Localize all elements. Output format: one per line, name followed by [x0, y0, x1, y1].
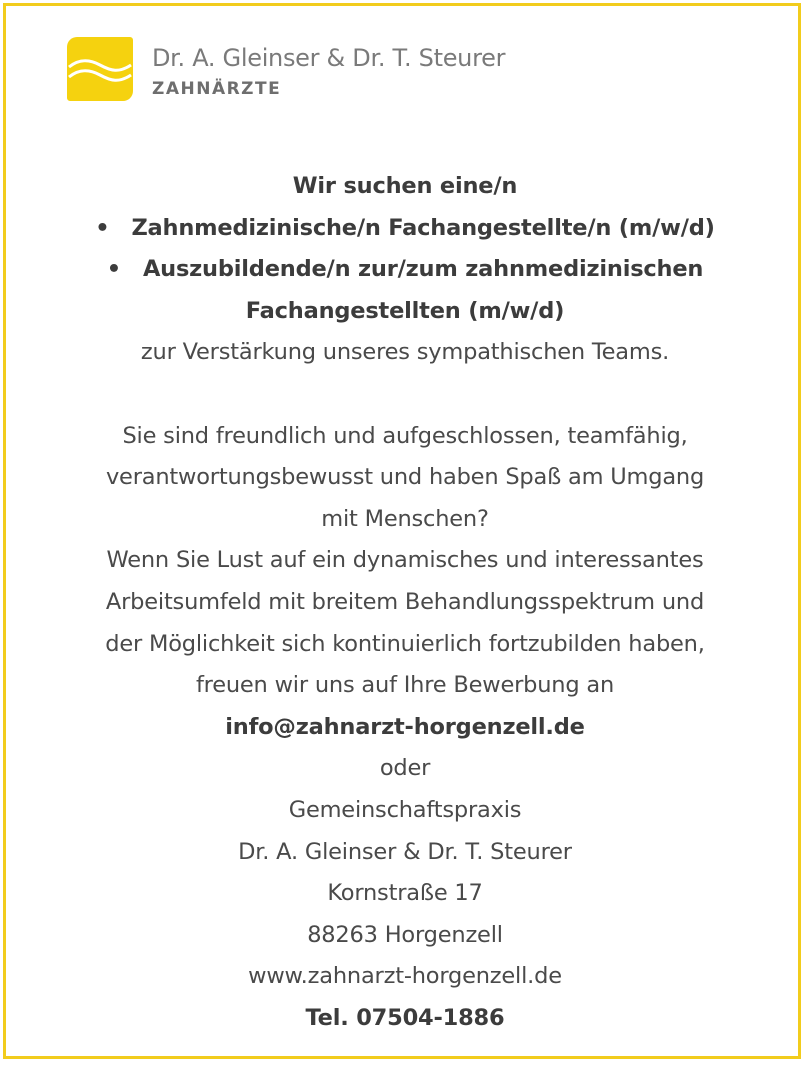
body-line: Wenn Sie Lust auf ein dynamisches und interessantes: [106, 547, 704, 574]
practice-type: ZAHNÄRZTE: [152, 79, 282, 99]
body-line: verantwortungsbewusst und haben Spaß am Umgang: [105, 464, 705, 491]
body-line: mit Menschen?: [321, 505, 489, 532]
wave-logo-icon: [67, 37, 133, 101]
ad-purpose: zur Verstärkung unseres sympathischen Teams.: [140, 339, 670, 366]
practice-name: Dr. A. Gleinser & Dr. T. Steurer: [152, 44, 506, 72]
position-item: [30, 208, 780, 250]
position-item: [30, 249, 780, 291]
body-line: Arbeitsumfeld mit breitem Behandlungsspektrum und: [105, 588, 705, 615]
contact-street: Kornstraße 17: [327, 880, 483, 907]
bullet-icon: •: [106, 256, 121, 283]
body-line: Sie sind freundlich und aufgeschlossen, teamfähig,: [122, 422, 688, 449]
job-ad-content: [30, 166, 780, 1039]
position-title: Auszubildende/n zur/zum zahnmedizinischen: [142, 256, 704, 283]
position-title-continued: Fachangestellten (m/w/d): [245, 297, 565, 324]
body-line: der Möglichkeit sich kontinuierlich fortzubilden haben,: [105, 630, 705, 657]
contact-practice: Gemeinschaftspraxis: [288, 796, 522, 823]
ad-intro: Wir suchen eine/n: [292, 173, 518, 199]
website-link[interactable]: www.zahnarzt-horgenzell.de: [248, 963, 562, 990]
spacer: [30, 374, 780, 416]
or-text: oder: [379, 755, 431, 782]
position-title: Zahnmedizinische/n Fachangestellte/n (m/w/d): [131, 214, 715, 241]
email-link[interactable]: info@zahnarzt-horgenzell.de: [225, 713, 585, 740]
contact-city: 88263 Horgenzell: [307, 921, 503, 948]
phone-number[interactable]: Tel. 07504-1886: [305, 1004, 505, 1031]
bullet-icon: •: [95, 214, 110, 241]
body-line: freuen wir uns auf Ihre Bewerbung an: [195, 672, 615, 699]
contact-doctors: Dr. A. Gleinser & Dr. T. Steurer: [238, 838, 572, 865]
